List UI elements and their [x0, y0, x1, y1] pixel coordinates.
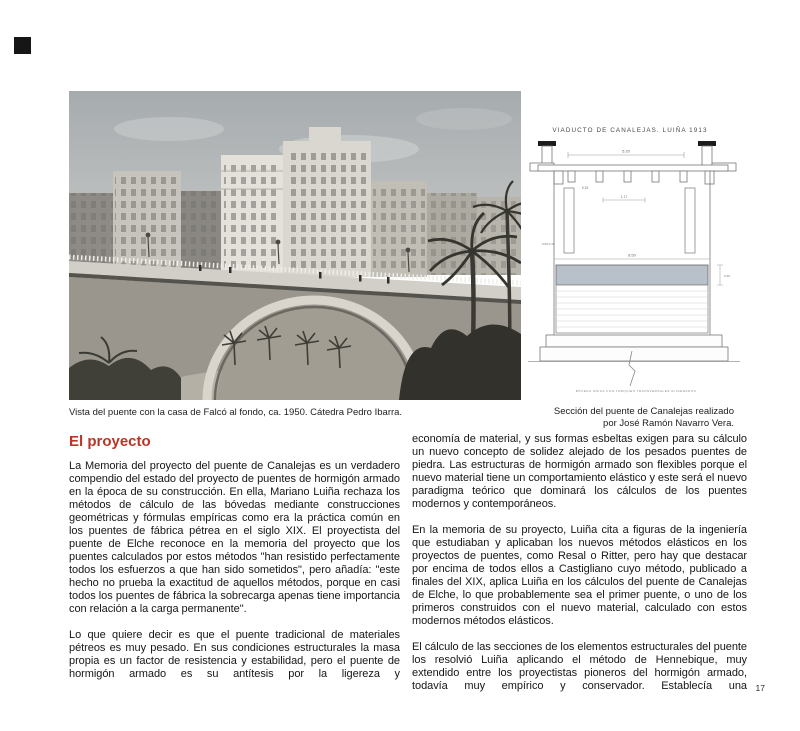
drawing-title: VIADUCTO DE CANALEJAS. LUIÑA 1913	[552, 127, 708, 134]
dim-slab-depth-label: 0.35	[724, 274, 730, 278]
dim-rib-spacing-label: 1.17	[620, 195, 628, 199]
page-number: 17	[755, 683, 765, 693]
bridge-photo	[69, 91, 521, 400]
paragraph: economía de material, y sus formas esbeltas exigen para su cálculo un nuevo concepto de solidez alejado de los pesados puentes de piedra. Las estructuras de hormigón armado son flexibles porque el nuevo material tiene un comportamiento elástico y este será el nuevo paradigma teórico que dominará los cálculos de los puentes modernos y contemporáneos.	[412, 433, 747, 510]
drawing-caption	[540, 406, 734, 429]
dim-rib-detail-label: 5.15	[581, 186, 589, 190]
drawing-caption-line2: por José Ramón Navarro Vera.	[603, 417, 734, 429]
paragraph: La Memoria del proyecto del puente de Canalejas es un verdadero compendio del estado del proyecto de puentes de hormigón armado en la época de su construcción. En ella, Mariano Luiña rechaza los métodos de cálculo de las bóvedas mediante construcciones geométricas y fórmulas empíricas como era la práctica común en los puentes de fábrica pétrea en el siglo XIX. El proyectista del puente de Elche reconoce en la memoria del proyecto que los puentes calculados por estos métodos "han resistido perfectamente todos los esfuerzos a que han sido sometidos", pero añadía: "este hecho no prueba la exactitud de aquellos métodos, porque en casi todos los puentes de fábrica la sobrecarga apenas tiene importancia con relación a la carga permanente".	[69, 460, 400, 615]
text-column-right	[412, 433, 747, 706]
text-column-left	[69, 460, 400, 694]
photo-caption: Vista del puente con la casa de Falcó al fondo, ca. 1950. Cátedra Pedro Ibarra.	[69, 407, 403, 418]
paragraph: El cálculo de las secciones de los elementos estructurales del puente los resolvió Luiña aplicando el método de Hennebique, muy extendido entre los proyectistas pioneros del hormigón armado, todavía muy empírico y conservador. Establecía una	[412, 641, 747, 692]
deck-ribs	[554, 171, 714, 184]
pier-plinth	[540, 335, 728, 361]
bridge-section-drawing	[528, 108, 740, 400]
dim-section-width-label: 8.50	[628, 252, 636, 258]
dim-wall-thickness-label: 0.50 0.40	[542, 242, 555, 246]
hollow-column-right	[685, 188, 695, 253]
drawing-footnote: BÓVEDA ÚNICA CON TABIQUES TRANSVERSALES ALIGERADOS	[575, 389, 697, 393]
dim-deck-span-label: 5.20	[622, 148, 630, 154]
bridge-photo-image	[69, 91, 521, 400]
section-drawing-image	[528, 108, 740, 400]
hollow-column-left	[564, 188, 574, 253]
paragraph: En la memoria de su proyecto, Luiña cita a figuras de la ingeniería que estudiaban y aplicaban los nuevos métodos elásticos en los proyectos de puentes, como Resal o Ritter, pero hay que destacar por encima de todos ellos a Castigliano cuyo método, publicado a finales del XIX, aplica Luiña en los cálculos del puente de Canalejas de Elche, lo que probablemente sea el primer puente, o uno de los primeros construidos con el nuevo material, calculado con estos modernos métodos elásticos.	[412, 524, 747, 627]
section-heading: El proyecto	[69, 433, 151, 450]
balustrade-posts	[538, 141, 716, 167]
chapter-marker-square	[14, 37, 31, 54]
paragraph: Lo que quiere decir es que el puente tradicional de materiales pétreos es muy pesado. En sus condiciones estructurales la masa propia es un factor de resistencia y estabilidad, pero el puente de hormigón armado es su antítesis por la ligereza y	[69, 629, 400, 680]
vault-slab-band	[556, 265, 708, 285]
dimension-slab-depth	[717, 265, 723, 285]
drawing-caption-line1: Sección del puente de Canalejas realizado	[553, 406, 734, 417]
